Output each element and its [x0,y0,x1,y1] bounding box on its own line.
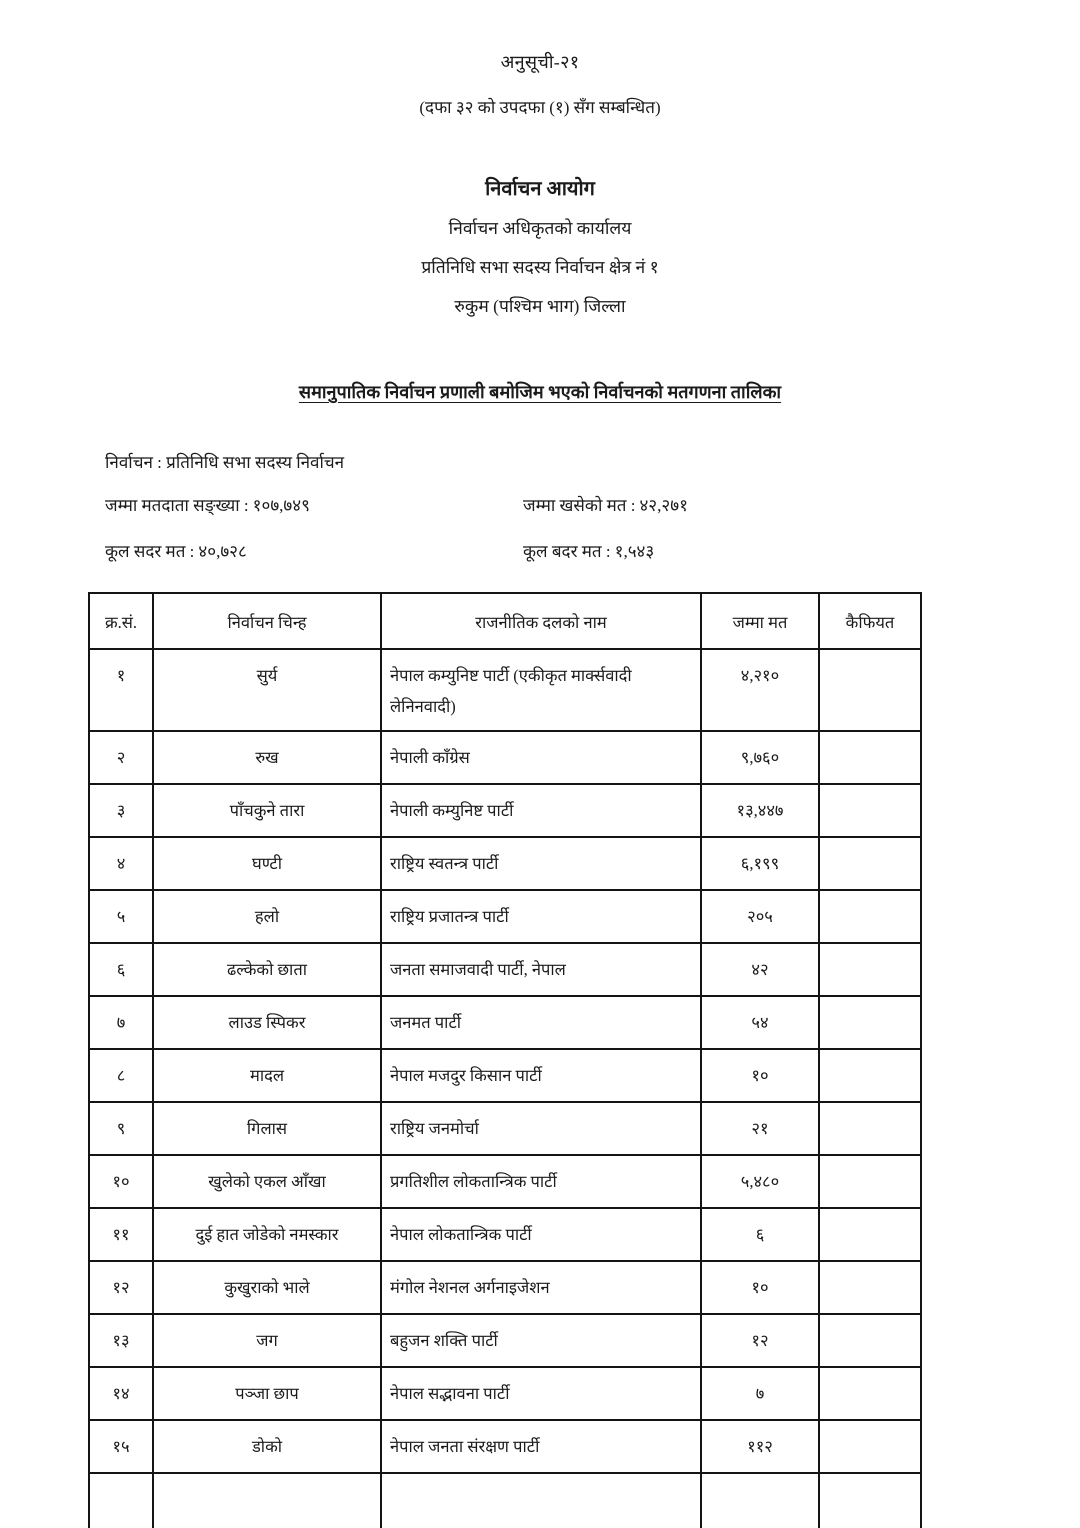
constituency-line: प्रतिनिधि सभा सदस्य निर्वाचन क्षेत्र नं १ [421,257,659,277]
cell-total-votes: ५४ [701,996,819,1049]
cell-serial-number: १० [89,1155,153,1208]
header-election-symbol: निर्वाचन चिन्ह [153,593,381,649]
results-table-body [89,649,921,1528]
table-row [89,890,921,943]
total-voters [105,493,523,516]
document-header [0,0,1080,404]
valid-votes-label: कूल सदर मत : [105,542,195,561]
cell-election-symbol [153,1473,381,1528]
cell-total-votes: ४,२१० [701,649,819,731]
cell-remarks [819,649,921,731]
table-row [89,1102,921,1155]
valid-votes [105,539,523,562]
valid-votes-value: ४०,७२८ [198,542,247,561]
cell-total-votes: २०५ [701,890,819,943]
table-row [89,649,921,731]
cell-total-votes: ६,१९९ [701,837,819,890]
cell-party-name: नेपाल मजदुर किसान पार्टी [381,1049,701,1102]
cell-serial-number: ५ [89,890,153,943]
clause-reference: (दफा ३२ को उपदफा (१) सँग सम्बन्धित) [419,98,661,117]
cell-serial-number: ३ [89,784,153,837]
cell-serial-number: ६ [89,943,153,996]
cell-election-symbol: डोको [153,1420,381,1473]
org-name: निर्वाचन आयोग [485,178,595,200]
table-row [89,1473,921,1528]
cell-election-symbol: हलो [153,890,381,943]
cell-remarks [819,1367,921,1420]
cell-serial-number: ९ [89,1102,153,1155]
cell-remarks [819,837,921,890]
cell-remarks [819,731,921,784]
cell-remarks [819,1102,921,1155]
header-serial-number: क्र.सं. [89,593,153,649]
cell-party-name: राष्ट्रिय जनमोर्चा [381,1102,701,1155]
table-row [89,1367,921,1420]
votes-cast-value: ४२,२७१ [639,496,688,515]
cell-total-votes: १३,४४७ [701,784,819,837]
cell-election-symbol: जग [153,1314,381,1367]
table-row [89,1314,921,1367]
cell-party-name: नेपाली काँग्रेस [381,731,701,784]
table-title: समानुपातिक निर्वाचन प्रणाली बमोजिम भएको निर्वाचनको मतगणना तालिका [298,382,782,402]
cell-election-symbol: खुलेको एकल आँखा [153,1155,381,1208]
cell-serial-number [89,1473,153,1528]
table-row [89,1261,921,1314]
cell-election-symbol: गिलास [153,1102,381,1155]
cell-serial-number: १३ [89,1314,153,1367]
cell-total-votes: १० [701,1049,819,1102]
cell-party-name: बहुजन शक्ति पार्टी [381,1314,701,1367]
cell-total-votes: १२ [701,1314,819,1367]
total-voters-value: १०७,७४९ [252,496,310,515]
cell-election-symbol: सुर्य [153,649,381,731]
cell-total-votes: ४२ [701,943,819,996]
cell-election-symbol: दुई हात जोडेको नमस्कार [153,1208,381,1261]
table-header-row [89,593,921,649]
cell-remarks [819,890,921,943]
cell-serial-number: १५ [89,1420,153,1473]
table-row [89,996,921,1049]
cell-total-votes: ७ [701,1367,819,1420]
cell-total-votes: ५,४८० [701,1155,819,1208]
table-row [89,1155,921,1208]
cell-election-symbol: ढल्केको छाता [153,943,381,996]
cell-party-name: नेपाल कम्युनिष्ट पार्टी (एकीकृत मार्क्सवादी लेनिनवादी) [381,649,701,731]
cell-election-symbol: घण्टी [153,837,381,890]
cell-party-name: राष्ट्रिय प्रजातन्त्र पार्टी [381,890,701,943]
cell-remarks [819,1155,921,1208]
cell-serial-number: १४ [89,1367,153,1420]
summary-row-2 [105,539,1080,562]
schedule-heading: अनुसूची-२१ [500,52,580,72]
district-line: रुकुम (पश्चिम भाग) जिल्ला [454,296,626,316]
table-row [89,1049,921,1102]
cell-serial-number: ७ [89,996,153,1049]
summary-row-1 [105,493,1080,516]
votes-cast-label: जम्मा खसेको मत : [523,496,636,515]
cell-total-votes [701,1473,819,1528]
election-type-line: निर्वाचन : प्रतिनिधि सभा सदस्य निर्वाचन [105,453,345,472]
cell-remarks [819,1261,921,1314]
cell-remarks [819,1049,921,1102]
cell-election-symbol: कुखुराको भाले [153,1261,381,1314]
cell-party-name: नेपाल लोकतान्त्रिक पार्टी [381,1208,701,1261]
table-row [89,784,921,837]
total-voters-label: जम्मा मतदाता सङ्ख्या : [105,496,249,515]
cell-remarks [819,996,921,1049]
cell-election-symbol: पाँचकुने तारा [153,784,381,837]
cell-party-name: नेपाली कम्युनिष्ट पार्टी [381,784,701,837]
cell-party-name: मंगोल नेशनल अर्गनाइजेशन [381,1261,701,1314]
invalid-votes [523,539,1080,562]
table-row [89,943,921,996]
cell-election-symbol: पञ्जा छाप [153,1367,381,1420]
cell-party-name: जनता समाजवादी पार्टी, नेपाल [381,943,701,996]
cell-election-symbol: रुख [153,731,381,784]
cell-party-name: जनमत पार्टी [381,996,701,1049]
votes-cast [523,493,1080,516]
header-total-votes: जम्मा मत [701,593,819,649]
cell-serial-number: ४ [89,837,153,890]
table-row [89,731,921,784]
cell-remarks [819,1420,921,1473]
header-remarks: कैफियत [819,593,921,649]
cell-serial-number: १२ [89,1261,153,1314]
cell-remarks [819,1208,921,1261]
header-party-name: राजनीतिक दलको नाम [381,593,701,649]
cell-party-name [381,1473,701,1528]
cell-party-name: राष्ट्रिय स्वतन्त्र पार्टी [381,837,701,890]
cell-serial-number: २ [89,731,153,784]
cell-total-votes: ११२ [701,1420,819,1473]
cell-remarks [819,943,921,996]
cell-serial-number: १ [89,649,153,731]
invalid-votes-label: कूल बदर मत : [523,542,611,561]
office-name: निर्वाचन अधिकृतको कार्यालय [448,218,632,238]
cell-total-votes: १० [701,1261,819,1314]
cell-party-name: नेपाल जनता संरक्षण पार्टी [381,1420,701,1473]
vote-count-table [88,592,922,1528]
table-row [89,1208,921,1261]
invalid-votes-value: १,५४३ [614,542,655,561]
table-row [89,1420,921,1473]
cell-remarks [819,784,921,837]
cell-party-name: प्रगतिशील लोकतान्त्रिक पार्टी [381,1155,701,1208]
cell-serial-number: ११ [89,1208,153,1261]
summary-block [105,450,1080,562]
cell-election-symbol: मादल [153,1049,381,1102]
table-row [89,837,921,890]
cell-remarks [819,1314,921,1367]
cell-total-votes: ९,७६० [701,731,819,784]
cell-party-name: नेपाल सद्भावना पार्टी [381,1367,701,1420]
cell-total-votes: २१ [701,1102,819,1155]
cell-election-symbol: लाउड स्पिकर [153,996,381,1049]
cell-serial-number: ८ [89,1049,153,1102]
cell-remarks [819,1473,921,1528]
cell-total-votes: ६ [701,1208,819,1261]
